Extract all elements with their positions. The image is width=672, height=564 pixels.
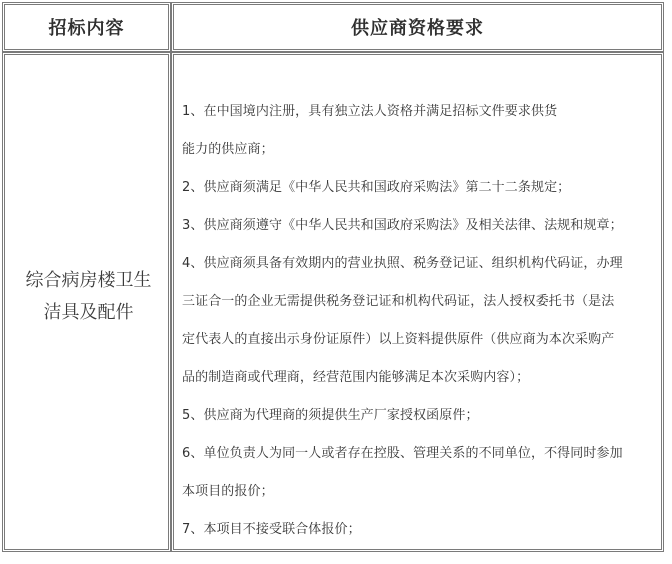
requirement-line: 6、单位负责人为同一人或者存在控股、管理关系的不同单位，不得同时参加: [182, 446, 623, 461]
requirement-line: 定代表人的直接出示身份证原件）以上资料提供原件（供应商为本次采购产: [182, 332, 615, 347]
item-name-line1: 综合病房楼卫生: [25, 270, 152, 291]
requirement-line: 4、供应商须具备有效期内的营业执照、税务登记证、组织机构代码证，办理: [182, 256, 623, 271]
requirement-line: 三证合一的企业无需提供税务登记证和机构代码证，法人授权委托书（是法: [182, 294, 615, 309]
requirement-line: 7、本项目不接受联合体报价；: [182, 522, 361, 537]
header-label-requirements: 供应商资格要求: [351, 18, 484, 39]
header-cell-requirements: [173, 4, 662, 50]
qualification-table: [3, 3, 663, 553]
requirement-line: 3、供应商须遵守《中华人民共和国政府采购法》及相关法律、法规和规章；: [182, 218, 623, 233]
item-name-line2: 洁具及配件: [43, 302, 134, 323]
requirement-line: 本项目的报价；: [182, 484, 274, 499]
header-cell-content: [4, 4, 169, 50]
requirement-line: 品的制造商或代理商，经营范围内能够满足本次采购内容）；: [182, 370, 530, 385]
requirement-line: 2、供应商须满足《中华人民共和国政府采购法》第二十二条规定；: [182, 180, 571, 195]
header-label-content: 招标内容: [48, 18, 125, 39]
item-name: [19, 265, 158, 329]
requirement-line: 1、在中国境内注册，具有独立法人资格并满足招标文件要求供货: [182, 104, 558, 119]
requirement-line: 能力的供应商；: [182, 142, 274, 157]
item-cell: [4, 54, 169, 550]
requirement-line: 5、供应商为代理商的须提供生产厂家授权函原件；: [182, 408, 479, 423]
requirements-cell: [173, 54, 662, 550]
requirements-list: [182, 93, 655, 549]
